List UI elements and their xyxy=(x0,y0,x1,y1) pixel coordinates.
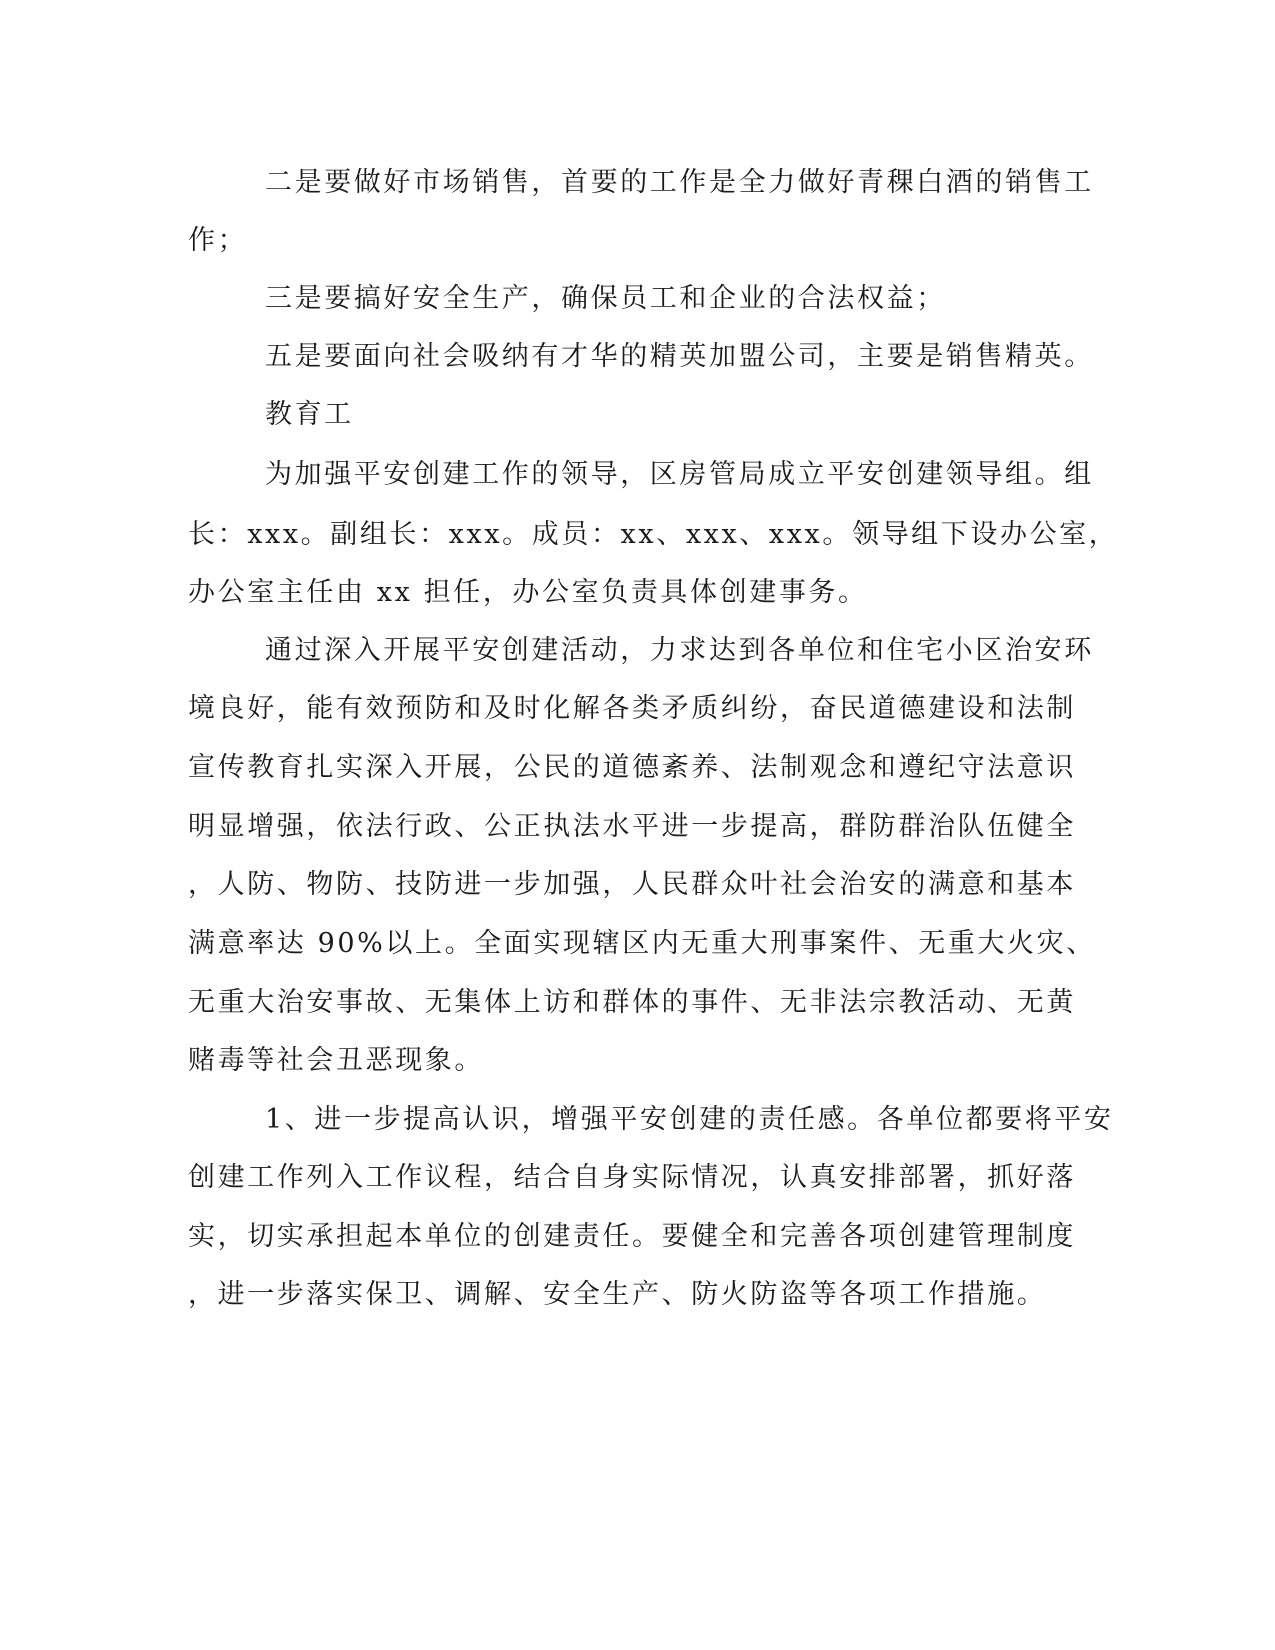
paragraph-1-line-2: 作； xyxy=(188,225,248,256)
paragraph-7-line-1: 1、进一步提高认识，增强平安创建的责任感。各单位都要将平安 xyxy=(265,1104,1114,1135)
paragraph-6-line-1: 通过深入开展平安创建活动，力求达到各单位和住宅小区治安环 xyxy=(265,635,1094,666)
paragraph-7-line-4: ，进一步落实保卫、调解、安全生产、防火防盗等各项工作措施。 xyxy=(188,1279,1047,1310)
paragraph-5-line-3: 办公室主任由 xx 担任，办公室负责具体创建事务。 xyxy=(188,577,868,608)
paragraph-5-line-2: 长：xxx。副组长：xxx。成员：xx、xxx、xxx。领导组下设办公室， xyxy=(188,519,1119,550)
paragraph-5-line-1: 为加强平安创建工作的领导，区房管局成立平安创建领导组。组 xyxy=(265,459,1094,490)
paragraph-1-line-1: 二是要做好市场销售，首要的工作是全力做好青稞白酒的销售工 xyxy=(265,167,1094,198)
paragraph-4-line-1: 教育工 xyxy=(265,399,354,430)
paragraph-6-line-3: 宣传教育扎实深入开展，公民的道德紊养、法制观念和遵纪守法意识 xyxy=(188,752,1076,783)
paragraph-6-line-2: 境良好，能有效预防和及时化解各类矛质纠纷，奋民道德建设和法制 xyxy=(188,693,1076,724)
paragraph-7-line-2: 创建工作列入工作议程，结合自身实际情况，认真安排部署，抓好落 xyxy=(188,1162,1076,1193)
paragraph-2-line-1: 三是要搞好安全生产，确保员工和企业的合法权益； xyxy=(265,283,946,314)
paragraph-3-line-1: 五是要面向社会吸纳有才华的精英加盟公司，主要是销售精英。 xyxy=(265,341,1094,372)
paragraph-7-line-3: 实，切实承担起本单位的创建责任。要健全和完善各项创建管理制度 xyxy=(188,1221,1076,1252)
paragraph-6-line-6: 满意率达 90%以上。全面实现辖区内无重大刑事案件、无重大火灾、 xyxy=(188,928,1096,959)
paragraph-6-line-7: 无重大治安事故、无集体上访和群体的事件、无非法宗教活动、无黄 xyxy=(188,987,1076,1018)
paragraph-6-line-5: ，人防、物防、技防进一步加强，人民群众叶社会治安的满意和基本 xyxy=(188,869,1076,900)
paragraph-6-line-8: 赌毒等社会丑恶现象。 xyxy=(188,1045,484,1076)
paragraph-6-line-4: 明显增强，依法行政、公正执法水平进一步提高，群防群治队伍健全 xyxy=(188,811,1076,842)
